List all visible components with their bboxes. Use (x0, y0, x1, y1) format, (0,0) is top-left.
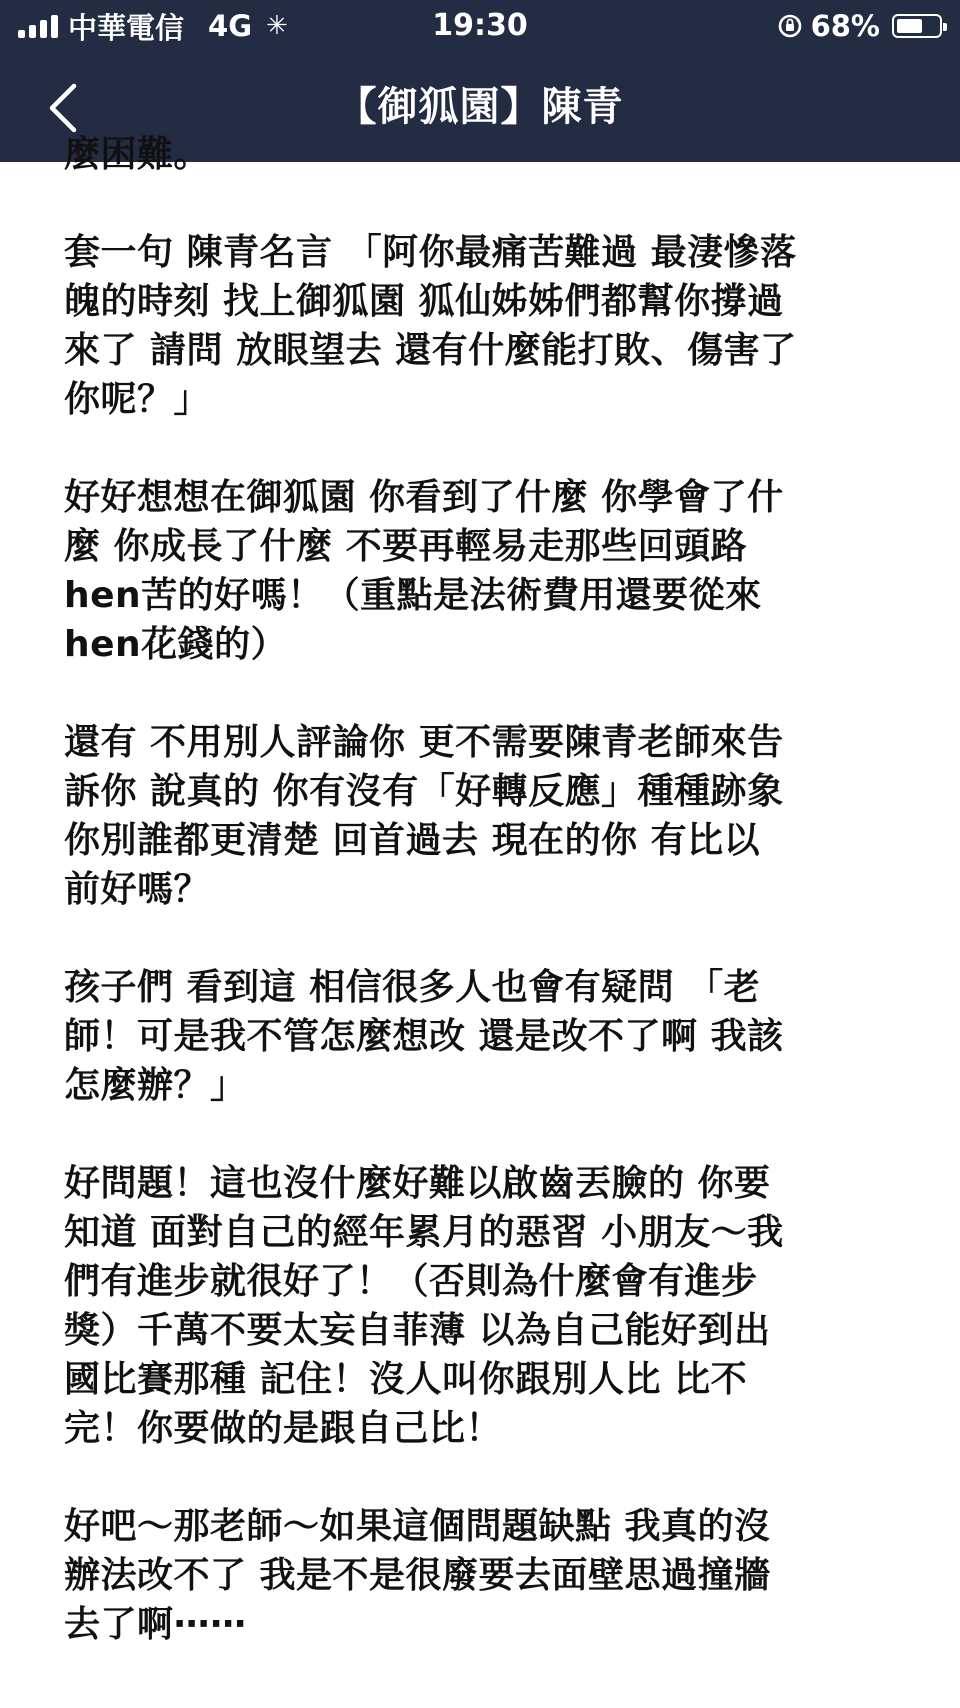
loading-spinner-icon: ✳ (266, 11, 288, 41)
battery-icon (892, 14, 942, 38)
paragraph: 好問題！這也沒什麼好難以啟齒丟臉的 你要 知道 面對自己的經年累月的惡習 小朋友～我 們有進步就很好了！（否則為什麼會有進步 獎）千萬不要太妄自菲薄 以為自己能好到出 國比賽那種 記住！沒人叫你跟別人比 比不 完！你要做的是跟自己比！ (64, 1163, 784, 1449)
rotation-lock-icon (777, 13, 803, 39)
paragraph: 好吧～那老師～如果這個問題缺點 我真的沒 辦法改不了 我是不是很廢要去面壁思過撞牆 去了啊⋯⋯ (64, 1506, 771, 1645)
page-title: 【御狐園】陳青 (336, 84, 624, 130)
status-right (777, 0, 942, 52)
status-time: 19:30 (432, 8, 528, 43)
paragraph: 麼困難。 (64, 134, 211, 175)
status-bar (0, 0, 960, 52)
carrier-name: 中華電信 (68, 10, 185, 45)
message-body (64, 130, 904, 1698)
paragraph: 孩子們 看到這 相信很多人也會有疑問 「老 師！可是我不管怎麼想改 還是改不了啊 我該 怎麼辦？」 (64, 967, 784, 1106)
paragraph: 好好想想在御狐園 你看到了什麼 你學會了什 麼 你成長了什麼 不要再輕易走那些回頭路 hen苦的好嗎！（重點是法術費用還要從來 hen花錢的） (64, 477, 784, 665)
battery-percent: 68% (810, 9, 880, 43)
paragraph: 還有 不用別人評論你 更不需要陳青老師來告 訴你 說真的 你有沒有「好轉反應」種種跡象 你別誰都更清楚 回首過去 現在的你 有比以 前好嗎？ (64, 722, 784, 910)
network-type: 4G (208, 9, 252, 43)
paragraph: 套一句 陳青名言 「阿你最痛苦難過 最淒慘落 魄的時刻 找上御狐園 狐仙姊姊們都幫你撐過 來了 請問 放眼望去 還有什麼能打敗、傷害了 你呢？」 (64, 232, 797, 420)
